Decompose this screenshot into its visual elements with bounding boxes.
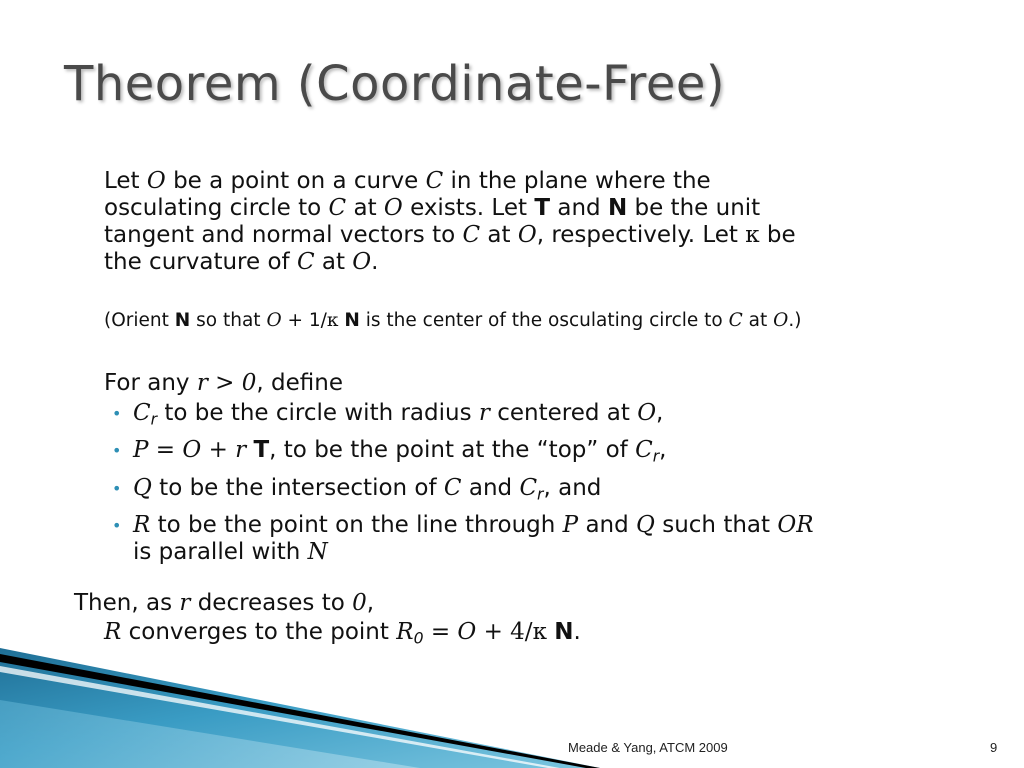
statement-line-1: Let O be a point on a curve C in the plane where the: [104, 168, 711, 194]
list-item: • Q to be the intersection of C and $C_r$, and: [112, 474, 602, 504]
footer-credit: Meade & Yang, ATCM 2009: [568, 740, 728, 755]
statement-line-3: tangent and normal vectors to C at O, respectively. Let κ be: [104, 222, 796, 248]
slide-number: 9: [990, 740, 998, 755]
bullet-icon: •: [112, 478, 122, 498]
decorative-swoosh: [0, 640, 600, 768]
conclusion-line-1: Then, as r decreases to 0,: [74, 590, 375, 616]
bullet-icon: •: [112, 404, 122, 423]
orientation-note: (Orient N so that O + 1/κ N is the center of the osculating circle to C at O.): [104, 310, 802, 331]
statement-line-4: the curvature of C at O.: [104, 249, 379, 275]
define-line: For any r > 0, define: [104, 370, 343, 396]
list-item: • P = O + r T, to be the point at the “top” of $C_r$,: [112, 437, 667, 466]
statement-line-2: osculating circle to C at O exists. Let T and N be the unit: [104, 195, 761, 221]
conclusion-line-2: R converges to the point $R_0 = O + 4/\kappa$ N.: [104, 619, 581, 648]
bullet-icon: •: [112, 516, 122, 536]
bullet-icon: •: [112, 441, 122, 461]
definition-list: [112, 400, 962, 571]
list-item: • R to be the point on the line through P and Q such that OR is parallel with N: [112, 512, 814, 566]
list-item: • $C_r$ to be the circle with radius r centered at O,: [112, 400, 664, 429]
slide-title: Theorem (Coordinate-Free): [64, 56, 726, 112]
theorem-statement: [104, 168, 924, 276]
